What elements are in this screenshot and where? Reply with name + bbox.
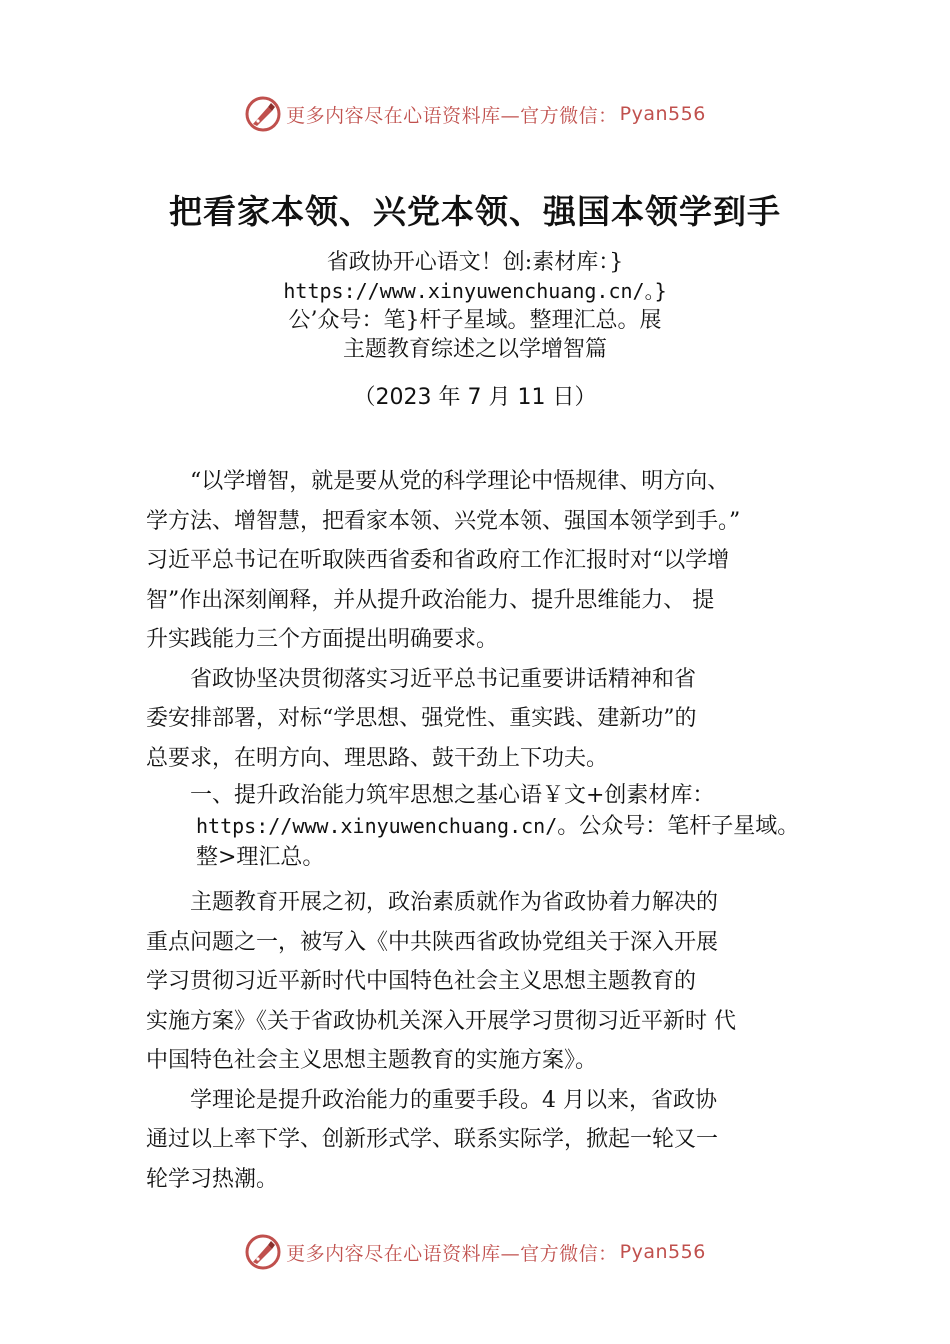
subtitle-line-3: 公’众号：笔}杆子星域。整理汇总。展 — [288, 308, 662, 333]
subtitle-block — [0, 248, 950, 364]
subtitle-url-line: https://www.xinyuwenchuang.cn/。} — [283, 279, 667, 303]
section-heading-line-2-rest: 。公众号：笔杆子星域。 — [557, 814, 800, 839]
date-year-unit: 年 — [431, 385, 468, 410]
paragraph-line: 升实践能力三个方面提出明确要求。 — [146, 627, 499, 652]
document-body — [146, 462, 836, 1199]
paragraph-line: 学理论是提升政治能力的重要手段。4 月以来，省政协 — [190, 1087, 717, 1113]
watermark-wechat-id: Pyan556 — [619, 1241, 706, 1263]
pen-nib-logo-icon — [244, 1233, 282, 1271]
date-month-unit: 月 — [481, 385, 518, 410]
watermark-text: 更多内容尽在心语资料库—官方微信： — [286, 104, 618, 127]
paragraph-line: 学方法、增智慧，把看家本领、兴党本领、强国本领学到手。” — [146, 508, 741, 534]
subtitle-line-4: 主题教育综述之以学增智篇 — [342, 337, 607, 362]
header-watermark — [0, 92, 950, 136]
paragraph-2 — [146, 660, 836, 779]
paragraph-1 — [146, 462, 836, 660]
date-month: 7 — [467, 385, 482, 410]
paragraph-line: 通过以上率下学、创新形式学、联系实际学，掀起一轮又一 — [146, 1127, 719, 1152]
section-heading-line-3: 整>理汇总。 — [196, 845, 325, 870]
date-open-paren: （ — [353, 385, 376, 410]
paragraph-line: 总要求，在明方向、理思路、鼓干劲上下功夫。 — [146, 745, 609, 771]
paragraph-line: 委安排部署，对标“学思想、强党性、重实践、建新功”的 — [146, 706, 697, 731]
date-day: 11 — [517, 385, 546, 410]
section-heading-line-2 — [146, 811, 836, 842]
paragraph-4 — [146, 1081, 836, 1200]
paragraph-line: 学习贯彻习近平新时代中国特色社会主义思想主题教育的 — [146, 969, 697, 994]
paragraph-line: 重点问题之一，被写入《中共陕西省政协党组关于深入开展 — [146, 929, 719, 955]
watermark-text: 更多内容尽在心语资料库—官方微信： — [286, 1242, 618, 1265]
paragraph-line: 省政协坚决贯彻落实习近平总书记重要讲话精神和省 — [190, 666, 697, 692]
date-day-unit: 日） — [545, 385, 597, 410]
paragraph-line: 主题教育开展之初，政治素质就作为省政协着力解决的 — [190, 890, 719, 915]
section-heading — [146, 780, 836, 873]
section-heading-line-1: 一、提升政治能力筑牢思想之基心语￥文+创素材库： — [190, 783, 715, 808]
paragraph-3 — [146, 883, 836, 1081]
document-title: 把看家本领、兴党本领、强国本领学到手 — [169, 192, 781, 231]
paragraph-line: “以学增智，就是要从党的科学理论中悟规律、明方向、 — [190, 469, 730, 494]
date-year: 2023 — [375, 385, 432, 410]
section-heading-url: https://www.xinyuwenchuang.cn/ — [196, 814, 558, 838]
subtitle-line-1: 省政协开心语文！创:素材库：} — [326, 250, 624, 275]
paragraph-line: 轮学习热潮。 — [146, 1166, 279, 1192]
paragraph-line: 习近平总书记在听取陕西省委和省政府工作汇报时对“以学增 — [146, 548, 730, 573]
paragraph-line: 智”作出深刻阐释，并从提升政治能力、提升思维能力、 提 — [146, 587, 715, 613]
watermark-wechat-id: Pyan556 — [619, 103, 706, 125]
pen-nib-logo-icon — [244, 95, 282, 133]
paragraph-line: 中国特色社会主义思想主题教育的实施方案》。 — [146, 1048, 598, 1073]
document-date — [0, 380, 950, 411]
footer-watermark — [0, 1230, 950, 1274]
paragraph-line: 实施方案》《关于省政协机关深入开展学习贯彻习近平新时 代 — [146, 1008, 736, 1034]
